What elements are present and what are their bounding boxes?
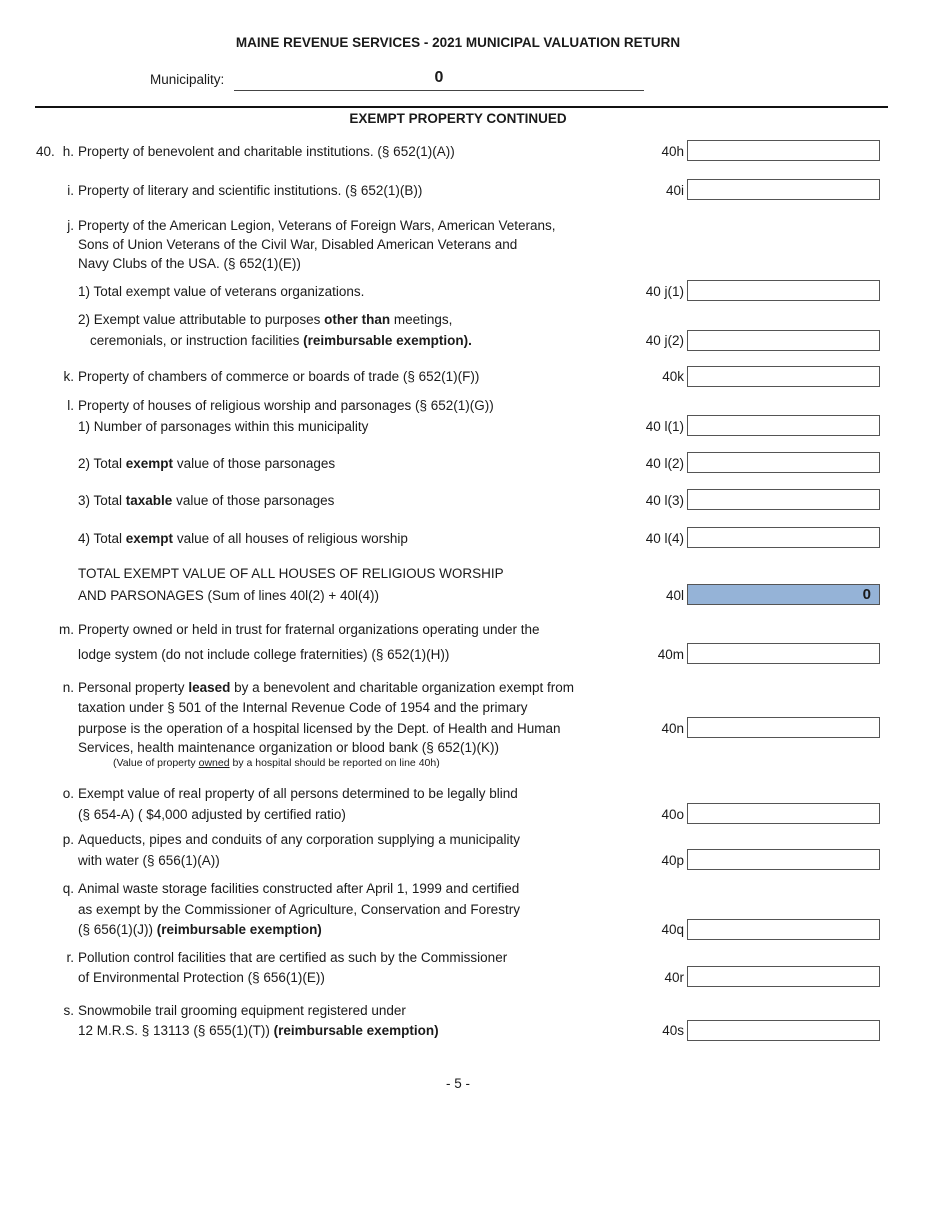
- line-40r-label-2: of Environmental Protection (§ 656(1)(E)): [78, 970, 325, 985]
- line-40n-label-1: Personal property leased by a benevolent and charitable organization exempt from: [78, 680, 575, 695]
- line-40j-label-3: Navy Clubs of the USA. (§ 652(1)(E)): [78, 256, 301, 271]
- line-40p-label-2: with water (§ 656(1)(A)): [78, 853, 220, 868]
- line-40l-total-label-1: TOTAL EXEMPT VALUE OF ALL HOUSES OF RELIGIOUS WORSHIP: [78, 566, 504, 581]
- line-letter-r: r.: [66, 950, 74, 965]
- line-40l4-code: 40 l(4): [645, 531, 684, 546]
- line-40o-input[interactable]: [687, 803, 880, 824]
- line-letter-s: s.: [63, 1003, 74, 1018]
- line-number-40: 40.: [36, 144, 55, 159]
- line-40j2-input[interactable]: [687, 330, 880, 351]
- line-40j2-code: 40 j(2): [645, 333, 684, 348]
- line-letter-j: j.: [67, 218, 74, 233]
- line-40m-label-2: lodge system (do not include college fraternities) (§ 652(1)(H)): [78, 647, 450, 662]
- line-40i-code: 40i: [665, 183, 684, 198]
- line-40q-label-3: (§ 656(1)(J)) (reimbursable exemption): [78, 922, 322, 937]
- line-letter-n: n.: [62, 680, 74, 695]
- line-40s-label-1: Snowmobile trail grooming equipment registered under: [78, 1003, 406, 1018]
- line-40m-code: 40m: [657, 647, 684, 662]
- line-40h-code: 40h: [661, 144, 684, 159]
- line-letter-o: o.: [62, 786, 74, 801]
- line-40o-code: 40o: [661, 807, 684, 822]
- line-letter-k: k.: [63, 369, 74, 384]
- line-40m-label-1: Property owned or held in trust for fraternal organizations operating under the: [78, 622, 540, 637]
- line-40l4-label: 4) Total exempt value of all houses of religious worship: [78, 531, 408, 546]
- line-40l-total-value: 0: [862, 586, 871, 603]
- municipality-field[interactable]: 0: [434, 69, 444, 86]
- line-40j-label-1: Property of the American Legion, Veterans of Foreign Wars, American Veterans,: [78, 218, 556, 233]
- line-40q-label-1: Animal waste storage facilities constructed after April 1, 1999 and certified: [78, 881, 520, 896]
- line-40p-label-1: Aqueducts, pipes and conduits of any corporation supplying a municipality: [78, 832, 521, 847]
- line-40n-label-4: Services, health maintenance organization or blood bank (§ 652(1)(K)): [78, 740, 499, 755]
- line-40s-code: 40s: [662, 1023, 684, 1038]
- section-title: EXEMPT PROPERTY CONTINUED: [349, 111, 567, 126]
- line-40j-label-2: Sons of Union Veterans of the Civil War, Disabled American Veterans and: [78, 237, 518, 252]
- line-40l1-label: 1) Number of parsonages within this municipality: [78, 419, 369, 434]
- line-40n-label-3: purpose is the operation of a hospital licensed by the Dept. of Health and Human: [78, 721, 561, 736]
- line-letter-l: l.: [67, 398, 74, 413]
- line-40q-code: 40q: [661, 922, 684, 937]
- line-40o-label-1: Exempt value of real property of all persons determined to be legally blind: [78, 786, 518, 801]
- line-40j1-input[interactable]: [687, 280, 880, 301]
- line-40r-input[interactable]: [687, 966, 880, 987]
- line-letter-q: q.: [62, 881, 74, 896]
- line-40l3-label: 3) Total taxable value of those parsonages: [78, 493, 335, 508]
- line-40k-input[interactable]: [687, 366, 880, 387]
- line-40j2-label-2: ceremonials, or instruction facilities (reimbursable exemption).: [90, 333, 472, 348]
- line-40l-label: Property of houses of religious worship and parsonages (§ 652(1)(G)): [78, 398, 494, 413]
- line-40n-code: 40n: [661, 721, 684, 736]
- line-40m-input[interactable]: [687, 643, 880, 664]
- line-40n-label-2: taxation under § 501 of the Internal Revenue Code of 1954 and the primary: [78, 700, 528, 715]
- line-40i-input[interactable]: [687, 179, 880, 200]
- line-40l-total-code: 40l: [665, 588, 684, 603]
- line-40l-total-field: [687, 584, 880, 605]
- line-40l4-input[interactable]: [687, 527, 880, 548]
- line-40s-label-2: 12 M.R.S. § 13113 (§ 655(1)(T)) (reimbursable exemption): [78, 1023, 439, 1038]
- line-40h-label: Property of benevolent and charitable institutions. (§ 652(1)(A)): [78, 144, 455, 159]
- page-number: - 5 -: [445, 1076, 470, 1091]
- line-40s-input[interactable]: [687, 1020, 880, 1041]
- line-40o-label-2: (§ 654-A) ( $4,000 adjusted by certified ratio): [78, 807, 346, 822]
- line-40r-label-1: Pollution control facilities that are certified as such by the Commissioner: [78, 950, 508, 965]
- line-40k-label: Property of chambers of commerce or boards of trade (§ 652(1)(F)): [78, 369, 480, 384]
- line-40l1-input[interactable]: [687, 415, 880, 436]
- line-40l2-input[interactable]: [687, 452, 880, 473]
- line-40l2-label: 2) Total exempt value of those parsonages: [78, 456, 336, 471]
- line-40n-note: (Value of property owned by a hospital should be reported on line 40h): [113, 757, 440, 769]
- line-40l3-input[interactable]: [687, 489, 880, 510]
- municipality-underline: [234, 90, 644, 91]
- line-40j2-label-1: 2) Exempt value attributable to purposes other than meetings,: [78, 312, 453, 327]
- form-title: MAINE REVENUE SERVICES - 2021 MUNICIPAL VALUATION RETURN: [235, 35, 681, 50]
- line-letter-h: h.: [62, 144, 74, 159]
- line-40l2-code: 40 l(2): [645, 456, 684, 471]
- line-40p-code: 40p: [661, 853, 684, 868]
- line-40k-code: 40k: [662, 369, 684, 384]
- line-40n-input[interactable]: [687, 717, 880, 738]
- line-40i-label: Property of literary and scientific institutions. (§ 652(1)(B)): [78, 183, 423, 198]
- line-letter-m: m.: [59, 622, 74, 637]
- header-divider: [35, 106, 888, 108]
- line-40l1-code: 40 l(1): [645, 419, 684, 434]
- line-40h-input[interactable]: [687, 140, 880, 161]
- line-40l-total-label-2: AND PARSONAGES (Sum of lines 40l(2) + 40l(4)): [78, 588, 379, 603]
- line-40p-input[interactable]: [687, 849, 880, 870]
- line-40j1-label: 1) Total exempt value of veterans organizations.: [78, 284, 365, 299]
- line-40q-input[interactable]: [687, 919, 880, 940]
- line-letter-i: i.: [67, 183, 74, 198]
- line-40q-label-2: as exempt by the Commissioner of Agriculture, Conservation and Forestry: [78, 902, 520, 917]
- line-letter-p: p.: [62, 832, 74, 847]
- municipality-label: Municipality:: [150, 72, 225, 87]
- line-40r-code: 40r: [664, 970, 684, 985]
- line-40l3-code: 40 l(3): [645, 493, 684, 508]
- line-40j1-code: 40 j(1): [645, 284, 684, 299]
